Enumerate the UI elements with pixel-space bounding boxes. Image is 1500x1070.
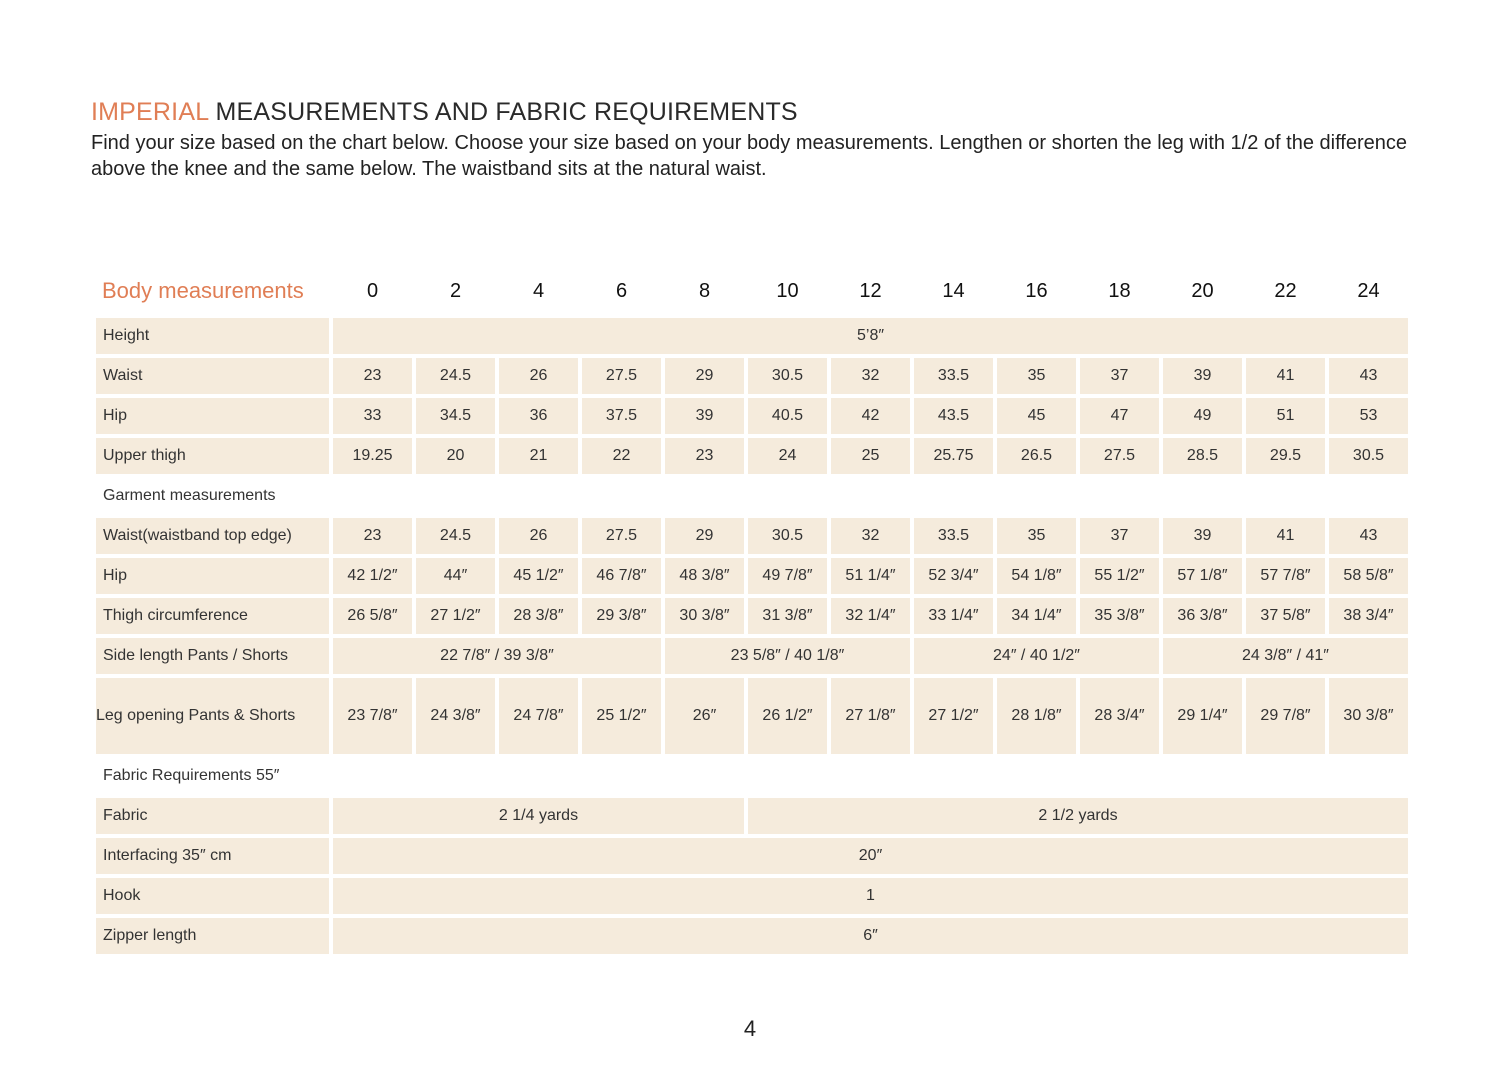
- table-cell: 25: [831, 438, 910, 474]
- table-cell: 25.75: [914, 438, 993, 474]
- body-measurements-heading: Body measurements: [102, 278, 304, 303]
- table-cell: 43.5: [914, 398, 993, 434]
- table-cell: 30.5: [748, 358, 827, 394]
- row-interfacing: [96, 838, 1408, 874]
- page-number: 4: [743, 1016, 757, 1041]
- title-accent: IMPERIAL: [91, 98, 209, 126]
- size-header: 12: [859, 279, 882, 302]
- table-cell: 27 1/8″: [831, 678, 910, 754]
- row-garment-hip: [96, 558, 1408, 594]
- row-hook: [96, 878, 1408, 914]
- intro-text: Find your size based on the chart below. Choose your size based on your body measurements. Lengthen or shorten the leg with 1/2 of the difference above the knee and the same below. The waistband sits at the natural waist.: [91, 132, 1407, 180]
- table-cell: 39: [1163, 358, 1242, 394]
- table-cell: 31 3/8″: [748, 598, 827, 634]
- table-cell: 32 1/4″: [831, 598, 910, 634]
- row-label: Leg opening Pants & Shorts: [96, 678, 329, 754]
- size-header: 18: [1108, 279, 1131, 302]
- table-cell: 57 7/8″: [1246, 558, 1325, 594]
- table-cell: 46 7/8″: [582, 558, 661, 594]
- table-cell: 2 1/4 yards: [333, 798, 744, 834]
- table-cell: 22 7/8″ / 39 3/8″: [333, 638, 661, 674]
- table-cell: 24 7/8″: [499, 678, 578, 754]
- table-cell: 22: [582, 438, 661, 474]
- table-cell: 48 3/8″: [665, 558, 744, 594]
- table-cell: 29 7/8″: [1246, 678, 1325, 754]
- table-cell: 20: [416, 438, 495, 474]
- row-side-length: [96, 638, 1408, 674]
- table-cell: 37 5/8″: [1246, 598, 1325, 634]
- table-cell: 29 3/8″: [582, 598, 661, 634]
- table-cell: 24 3/8″: [416, 678, 495, 754]
- table-cell: 33: [333, 398, 412, 434]
- table-cell: 33.5: [914, 518, 993, 554]
- table-cell: 24.5: [416, 358, 495, 394]
- table-cell: 30 3/8″: [665, 598, 744, 634]
- row-label: Waist: [96, 358, 329, 394]
- size-header: 22: [1274, 279, 1297, 302]
- size-header: 0: [366, 279, 379, 302]
- size-header: 2: [449, 279, 462, 302]
- table-cell: 2 1/2 yards: [748, 798, 1408, 834]
- table-cell: 55 1/2″: [1080, 558, 1159, 594]
- table-cell: 39: [1163, 518, 1242, 554]
- table-cell: 26.5: [997, 438, 1076, 474]
- table-cell: 25 1/2″: [582, 678, 661, 754]
- table-cell: 34.5: [416, 398, 495, 434]
- row-thigh-circumference: [96, 598, 1408, 634]
- table-cell: 27.5: [582, 358, 661, 394]
- table-cell: 43: [1329, 358, 1408, 394]
- row-zipper-length: [96, 918, 1408, 954]
- row-label: Hook: [96, 878, 329, 914]
- size-header: 8: [698, 279, 711, 302]
- garment-section-label: Garment measurements: [103, 487, 276, 504]
- table-cell: 57 1/8″: [1163, 558, 1242, 594]
- table-cell: 23: [333, 518, 412, 554]
- row-garment-waist: [96, 518, 1408, 554]
- size-chart-table: [92, 264, 1412, 958]
- table-cell: 32: [831, 358, 910, 394]
- table-cell: 23: [665, 438, 744, 474]
- table-cell: 28.5: [1163, 438, 1242, 474]
- fabric-section-label: Fabric Requirements 55″: [103, 767, 280, 784]
- table-cell: 23: [333, 358, 412, 394]
- size-header: 24: [1357, 279, 1380, 302]
- table-cell: 29 1/4″: [1163, 678, 1242, 754]
- table-cell: 35: [997, 358, 1076, 394]
- size-header: 4: [532, 279, 545, 302]
- table-cell: 44″: [416, 558, 495, 594]
- table-cell: 30 3/8″: [1329, 678, 1408, 754]
- table-cell: 24 3/8″ / 41″: [1163, 638, 1408, 674]
- table-cell: 38 3/4″: [1329, 598, 1408, 634]
- table-cell: 24.5: [416, 518, 495, 554]
- row-label: Fabric: [96, 798, 329, 834]
- table-cell: 21: [499, 438, 578, 474]
- table-cell: 6″: [333, 918, 1408, 954]
- table-cell: 51: [1246, 398, 1325, 434]
- table-cell: 20″: [333, 838, 1408, 874]
- table-cell: 51 1/4″: [831, 558, 910, 594]
- row-label: Waist(waistband top edge): [96, 518, 329, 554]
- table-cell: 1: [333, 878, 1408, 914]
- table-cell: 54 1/8″: [997, 558, 1076, 594]
- table-cell: 29: [665, 518, 744, 554]
- table-cell: 40.5: [748, 398, 827, 434]
- row-label: Hip: [96, 558, 329, 594]
- row-label: Upper thigh: [96, 438, 329, 474]
- table-cell: 27 1/2″: [914, 678, 993, 754]
- garment-section-row: [96, 478, 1408, 514]
- table-cell: 37.5: [582, 398, 661, 434]
- table-cell: 27.5: [1080, 438, 1159, 474]
- table-cell: 29: [665, 358, 744, 394]
- row-upper-thigh: [96, 438, 1408, 474]
- table-cell: 33 1/4″: [914, 598, 993, 634]
- fabric-section-row: [96, 758, 1408, 794]
- table-cell: 23 7/8″: [333, 678, 412, 754]
- row-label: Height: [96, 318, 329, 354]
- size-header: 20: [1191, 279, 1214, 302]
- table-cell: 26: [499, 358, 578, 394]
- row-leg-opening: [96, 678, 1408, 754]
- table-cell: 45: [997, 398, 1076, 434]
- size-header-row: [96, 268, 1408, 314]
- table-cell: 30.5: [748, 518, 827, 554]
- table-cell: 30.5: [1329, 438, 1408, 474]
- row-label: Side length Pants / Shorts: [96, 638, 329, 674]
- table-cell: 32: [831, 518, 910, 554]
- table-cell: 24: [748, 438, 827, 474]
- table-cell: 28 3/8″: [499, 598, 578, 634]
- table-cell: 27 1/2″: [416, 598, 495, 634]
- row-label: Zipper length: [96, 918, 329, 954]
- table-cell: 26 1/2″: [748, 678, 827, 754]
- size-header: 6: [615, 279, 628, 302]
- title-rest: MEASUREMENTS AND FABRIC REQUIREMENTS: [208, 98, 798, 126]
- table-cell: 37: [1080, 358, 1159, 394]
- size-header: 10: [776, 279, 799, 302]
- table-cell: 35: [997, 518, 1076, 554]
- table-cell: 49 7/8″: [748, 558, 827, 594]
- table-cell: 23 5/8″ / 40 1/8″: [665, 638, 910, 674]
- table-cell: 42 1/2″: [333, 558, 412, 594]
- table-cell: 28 3/4″: [1080, 678, 1159, 754]
- table-cell: 49: [1163, 398, 1242, 434]
- size-header: 14: [942, 279, 965, 302]
- height-value: 5’8″: [333, 318, 1408, 354]
- table-cell: 33.5: [914, 358, 993, 394]
- table-cell: 43: [1329, 518, 1408, 554]
- table-cell: 45 1/2″: [499, 558, 578, 594]
- row-label: Interfacing 35″ cm: [96, 838, 329, 874]
- table-cell: 36: [499, 398, 578, 434]
- table-cell: 47: [1080, 398, 1159, 434]
- table-cell: 39: [665, 398, 744, 434]
- table-cell: 35 3/8″: [1080, 598, 1159, 634]
- table-cell: 29.5: [1246, 438, 1325, 474]
- row-label: Thigh circumference: [96, 598, 329, 634]
- table-cell: 52 3/4″: [914, 558, 993, 594]
- table-cell: 42: [831, 398, 910, 434]
- table-cell: 26: [499, 518, 578, 554]
- row-label: Hip: [96, 398, 329, 434]
- table-cell: 26 5/8″: [333, 598, 412, 634]
- row-waist: [96, 358, 1408, 394]
- table-cell: 41: [1246, 518, 1325, 554]
- table-cell: 37: [1080, 518, 1159, 554]
- row-fabric: [96, 798, 1408, 834]
- size-header: 16: [1025, 279, 1048, 302]
- row-height: [96, 318, 1408, 354]
- table-cell: 27.5: [582, 518, 661, 554]
- table-cell: 58 5/8″: [1329, 558, 1408, 594]
- table-cell: 19.25: [333, 438, 412, 474]
- page-title: [91, 98, 798, 127]
- table-cell: 53: [1329, 398, 1408, 434]
- table-cell: 26″: [665, 678, 744, 754]
- table-cell: 36 3/8″: [1163, 598, 1242, 634]
- row-hip: [96, 398, 1408, 434]
- table-cell: 28 1/8″: [997, 678, 1076, 754]
- table-cell: 41: [1246, 358, 1325, 394]
- table-cell: 34 1/4″: [997, 598, 1076, 634]
- table-cell: 24″ / 40 1/2″: [914, 638, 1159, 674]
